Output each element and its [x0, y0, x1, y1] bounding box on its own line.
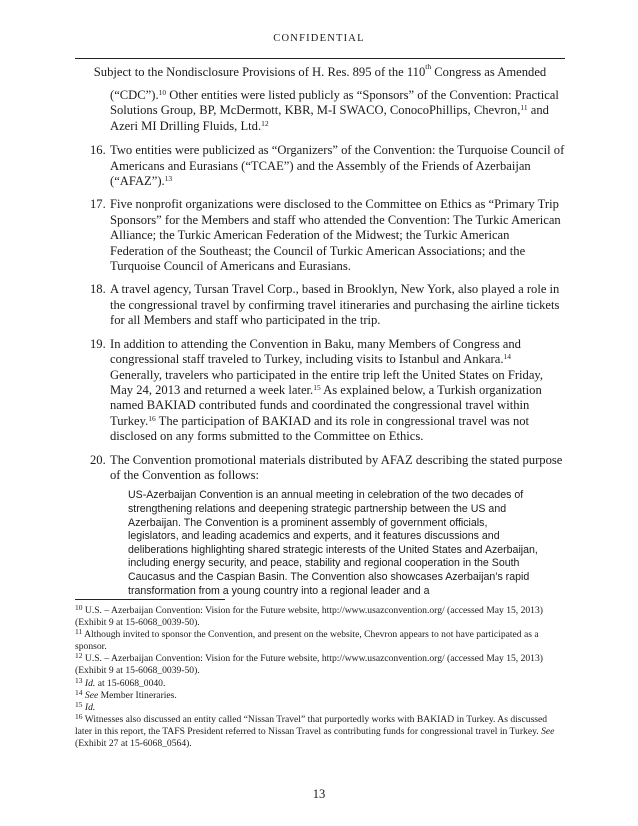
paragraph-number: 16.: [90, 143, 106, 158]
document-body: [90, 88, 566, 598]
paragraph-number: 18.: [90, 282, 106, 297]
footnote-ref: 11: [520, 103, 528, 113]
footnote-ref: 13: [164, 174, 173, 184]
footnote-11: $^{11}$ Although invited to sponsor the Convention, and present on the website, Chevron appears to not have participated as a sponsor.: [75, 627, 539, 653]
paragraph-number: 20.: [90, 452, 106, 467]
paragraph-16: 16. Two entities were publicized as “Organizers” of the Convention: the Turquoise Council of Americans and Eurasians (“TCAE”) and the Assembly of the Friends of Azerbaijan (“AFAZ”).$^{13}$: [90, 143, 565, 189]
footnote-13: $^{13}$ Id. at 15-6068_0040.: [75, 675, 166, 689]
footnote-ref: 12: [261, 118, 269, 128]
footnote-16: $^{16}$ Witnesses also discussed an entity called “Nissan Travel” that purportedly works with BAKIAD in Turkey. As discussed later in this report, the TAFS President referred to Nissan Travel as contributing funds for congressional travel in Turkey. See (Exhibit 27 at 15-6068_0564).: [75, 711, 555, 750]
paragraph-17: 17. Five nonprofit organizations were disclosed to the Committee on Ethics as “Primary Trip Sponsors” for the Members and staff who attended the Convention: The Turkic American Alliance; the Turkic American Federation of the Midwest; the Turkic American Federation of the Southeast; the Council of Turkic American Associations; and the Turquoise Council of Americans and Eurasians.: [90, 197, 561, 274]
page-number: 13: [312, 787, 326, 801]
footnote-10: $^{10}$ U.S. – Azerbaijan Convention: Vision for the Future website, http://www.usazconvention.org/ (accessed May 15, 2013) (Exhibit 9 at 15-6068_0039-50).: [75, 603, 543, 629]
paragraph-number: 17.: [90, 197, 106, 212]
footnote-14: $^{14}$ See Member Itineraries.: [75, 687, 177, 701]
continued-paragraph: (“CDC”).$^{10}$ Other entities were listed publicly as “Sponsors” of the Convention: Practical Solutions Group, BP, McDermott, KBR, M-I SWACO, ConocoPhillips, Chevron,$^{11}$ and Azeri MI Drilling Fluids, Ltd.$^{12}$: [110, 88, 559, 133]
footnote-ref: 14: [503, 352, 511, 362]
block-quote: US-Azerbaijan Convention is an annual meeting in celebration of the two decades of strengthening relations and deepening strategic partnership between the US and Azerbaijan. The Convention is a prominent assembly of government officials, legislators, and leading academics and experts, and it features discussions and deliberations highlighting shared strategic interests of the United States and Azerbaijan, including energy security, and peace, stability and regional cooperation in the South Caucasus and the Caspian Basin. The Convention also showcases Azerbaijan’s rapid transformation from a young country into a regional leader and a: [128, 489, 538, 597]
paragraph-20: 20. The Convention promotional materials distributed by AFAZ describing the stated purpose of the Convention as follows:: [90, 452, 563, 482]
footnote-ref: 10: [158, 88, 167, 97]
nondisclosure-header: Subject to the Nondisclosure Provisions of H. Res. 895 of the 110th Congress as Amended: [75, 58, 565, 80]
paragraph-18: 18. A travel agency, Tursan Travel Corp., based in Brooklyn, New York, also played a role in the congressional travel by confirming travel itineraries and purchasing the airline tickets for all Members and staff who participated in the trip.: [90, 282, 560, 328]
footnote-divider: [75, 599, 225, 600]
footnotes: [75, 605, 565, 750]
footnote-12: $^{12}$ U.S. – Azerbaijan Convention: Vision for the Future website, http://www.usazconvention.org/ (accessed May 15, 2013) (Exhibit 9 at 15-6068_0039-50).: [75, 651, 543, 677]
footnote-ref: 16: [148, 413, 156, 423]
footnote-15: $^{15}$ Id.: [75, 699, 96, 713]
paragraph-19: 19. In addition to attending the Convention in Baku, many Members of Congress and congressional staff traveled to Turkey, including visits to Istanbul and Ankara.$^{14}$ Generally, travelers who participated in the entire trip left the United States on Friday, May 24, 2013 and returned a week later.$^{15}$ As explained below, a Turkish organization named BAKIAD contributed funds and coordinated the congressional travel within Turkey.$^{16}$ The participation of BAKIAD and its role in congressional travel was not disclosed on any forms submitted to the Committee on Ethics.: [90, 336, 544, 444]
confidential-header: CONFIDENTIAL: [273, 33, 365, 44]
footnote-ref: 15: [313, 382, 321, 392]
paragraph-number: 19.: [90, 336, 106, 351]
